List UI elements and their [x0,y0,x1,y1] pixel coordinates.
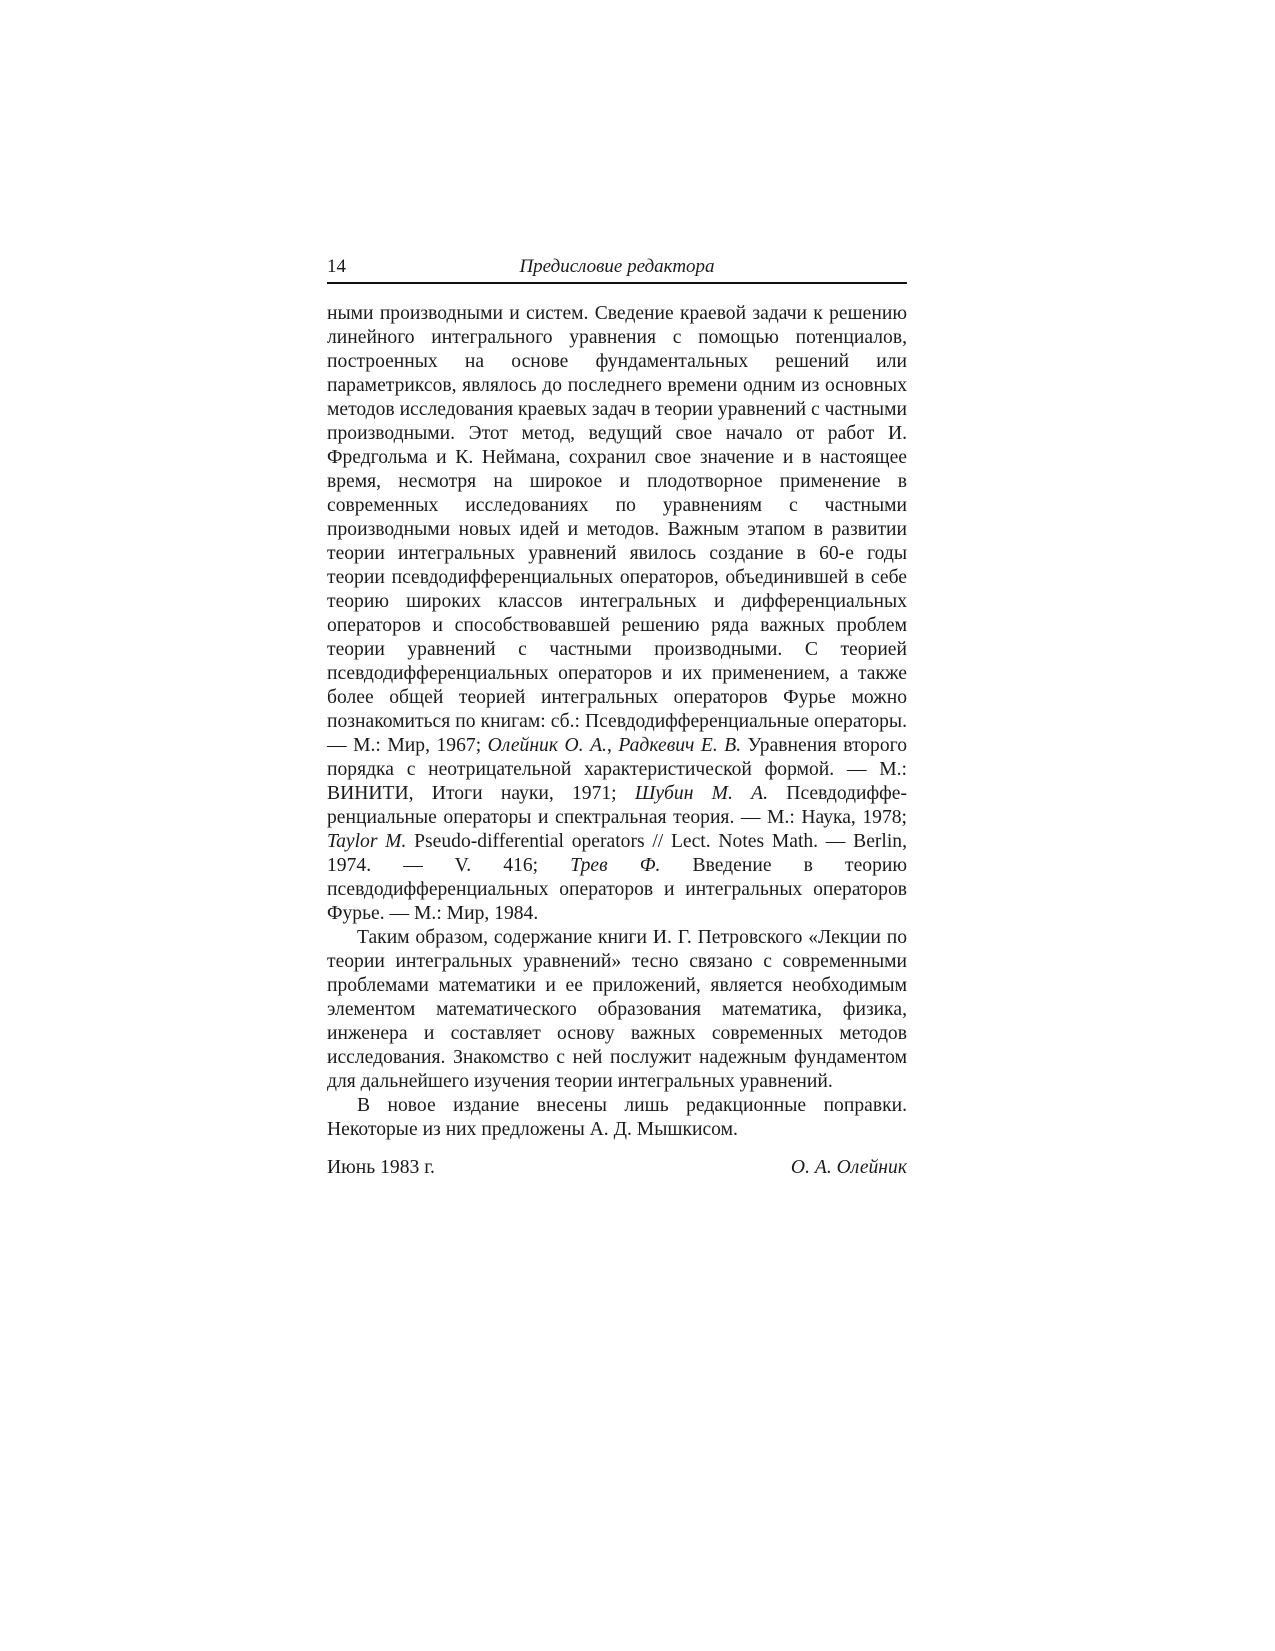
running-header [327,256,907,284]
body-text [327,302,907,1142]
page-number: 14 [327,256,346,277]
paragraph-text: Псевдодифференциальные операторы и спектральная теория. — М.: Наука, 1978; [327,783,908,828]
paragraph-text: Уравнения второго порядка с неотрицательной характеристической формой. — М.: ВИНИТИ, Итоги науки, 1971; [327,735,908,804]
paragraph-continuation [327,302,907,926]
running-title: Предисловие редактора [519,256,715,277]
signature-date: Июнь 1983 г. [327,1157,435,1178]
book-page [327,256,907,1180]
cited-author: Трев Ф. [570,855,661,876]
cited-author: Олейник О. А. [487,735,607,756]
paragraph-summary: Таким образом, содержание книги И. Г. Петровского «Лекции по теории интегральных уравнений» тесно связано с современными проблемами математики и ее приложений, является необходимым элементом математического образования математика, физика, инженера и составляет основу важных современных методов исследования. Знакомство с ней послужит надежным фундаментом для дальнейшего изучения теории интегральных уравнений. [327,927,907,1092]
paragraph-text: Pseudo-differential operators // Lect. Notes Math. — Berlin, 1974. — V. 416; [327,831,908,876]
cited-author: Taylor M. [327,831,407,852]
signature-author: О. А. Олейник [790,1157,907,1178]
cited-author: Шубин М. А. [634,783,769,804]
paragraph-text: , [606,735,619,756]
paragraph-text: ными производными и систем. Сведение краевой задачи к решению линейного интегрального уравнения с помощью потенциалов, построенных на основе фундаментальных решений или параметриксов, являлось до последнего времени одним из основных методов исследования краевых задач в теории уравнений с частными производными. Этот метод, ведущий свое начало от работ И. Фредгольма и К. Неймана, сохранил свое значение и в настоящее время, несмотря на широкое и плодотворное применение в современных исследованиях по уравнениям с частными производными новых идей и методов. Важным этапом в развитии теории интегральных уравнений явилось создание в 60-е годы теории псевдодифференциальных операторов, объединившей в себе теорию широких классов интегральных и дифференциальных операторов и способствовавшей решению ряда важных проблем теории уравнений с частными производными. С теорией псевдодифференциальных операторов и их применением, а также более общей теорией интегральных операторов Фурье можно познакомиться по книгам: сб.: Псевдодифференциальные операторы. — М.: Мир, 1967; [327,303,907,756]
paragraph-edition-note: В новое издание внесены лишь редакционные поправки. Некоторые из них предложены А. Д. Мышкисом. [327,1095,907,1140]
cited-author: Радкевич Е. В. [618,735,742,756]
paragraph-text: Введение в теорию псевдодифференциальных операторов и интегральных операторов Фурье. — М.: Мир, 1984. [327,855,907,924]
signature-row [327,1156,907,1180]
